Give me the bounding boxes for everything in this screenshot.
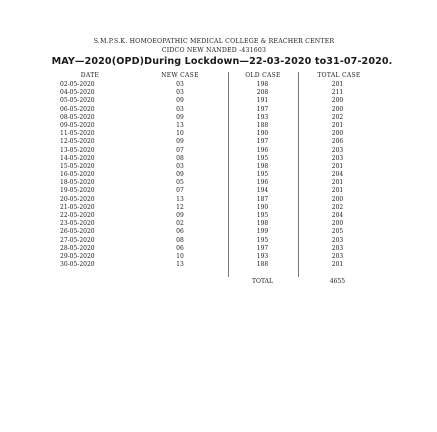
table-row <box>0 179 437 187</box>
table-row <box>0 114 437 122</box>
cell-old-case: 188 <box>256 121 269 129</box>
cell-total-case: 200 <box>331 220 344 228</box>
cell-new-case: 08 <box>176 154 184 162</box>
cell-old-case: 187 <box>256 195 269 203</box>
cell-date: 12-05-2020 <box>60 138 95 146</box>
cell-total-case: 203 <box>331 146 344 154</box>
column-header-date: DATE <box>80 72 100 79</box>
cell-new-case: 03 <box>176 162 184 170</box>
cell-new-case: 12 <box>176 203 184 211</box>
cell-old-case: 195 <box>256 171 269 179</box>
cell-date: 13-05-2020 <box>60 146 95 154</box>
cell-new-case: 03 <box>176 89 184 97</box>
cell-old-case: 195 <box>256 236 269 244</box>
cell-old-case: 193 <box>256 252 269 260</box>
cell-total-case: 200 <box>331 105 344 113</box>
table-row <box>0 196 437 204</box>
cell-new-case: 10 <box>176 130 184 138</box>
cell-date: 30-05-2020 <box>60 261 95 269</box>
cell-total-case: 200 <box>331 97 344 105</box>
cell-old-case: 199 <box>256 228 269 236</box>
table-row <box>0 122 437 130</box>
table-row <box>0 187 437 195</box>
total-value: 4655 <box>329 278 346 285</box>
cell-new-case: 07 <box>176 187 184 195</box>
cell-old-case: 194 <box>256 187 269 195</box>
opd-table <box>0 81 437 269</box>
cell-date: 15-05-2020 <box>60 162 95 170</box>
institution-name: S.M.P.S.K. HOMOEOPATHIC MEDICAL COLLEGE & REACHER CENTER <box>93 38 335 45</box>
cell-old-case: 198 <box>256 220 269 228</box>
cell-old-case: 198 <box>256 81 269 88</box>
cell-total-case: 202 <box>331 203 344 211</box>
table-row <box>0 253 437 261</box>
cell-total-case: 201 <box>331 162 344 170</box>
cell-old-case: 196 <box>256 146 269 154</box>
cell-new-case: 06 <box>176 228 184 236</box>
cell-total-case: 204 <box>331 212 344 219</box>
table-row <box>0 204 437 212</box>
cell-old-case: 188 <box>256 261 269 269</box>
cell-date: 19-05-2020 <box>60 187 95 195</box>
table-row <box>0 171 437 179</box>
cell-date: 27-05-2020 <box>60 236 95 244</box>
cell-date: 05-05-2020 <box>60 97 95 105</box>
cell-old-case: 190 <box>256 203 269 211</box>
cell-total-case: 200 <box>331 195 344 203</box>
cell-total-case: 202 <box>331 113 344 121</box>
cell-total-case: 211 <box>331 89 344 97</box>
table-row <box>0 147 437 155</box>
cell-total-case: 201 <box>331 121 344 129</box>
cell-total-case: 203 <box>331 252 344 260</box>
total-row <box>0 277 437 286</box>
table-row <box>0 212 437 220</box>
column-header-old-case: OLD CASE <box>245 72 281 79</box>
table-row <box>0 228 437 236</box>
table-row <box>0 245 437 253</box>
cell-old-case: 197 <box>256 105 269 113</box>
cell-total-case: 201 <box>331 179 344 187</box>
cell-new-case: 09 <box>176 212 184 219</box>
cell-date: 28-05-2020 <box>60 244 95 252</box>
cell-old-case: 195 <box>256 212 269 219</box>
cell-new-case: 13 <box>176 195 184 203</box>
cell-old-case: 190 <box>256 130 269 138</box>
table-row <box>0 163 437 171</box>
table-row <box>0 155 437 163</box>
cell-new-case: 03 <box>176 81 184 88</box>
table-row <box>0 220 437 228</box>
cell-new-case: 06 <box>176 244 184 252</box>
cell-total-case: 206 <box>331 138 344 146</box>
cell-date: 14-05-2020 <box>60 154 95 162</box>
cell-old-case: 193 <box>256 113 269 121</box>
table-row <box>0 130 437 138</box>
cell-new-case: 03 <box>176 105 184 113</box>
table-row <box>0 89 437 97</box>
cell-total-case: 201 <box>331 187 344 195</box>
cell-date: 23-05-2020 <box>60 220 95 228</box>
cell-date: 02-05-2020 <box>60 81 95 88</box>
table-row <box>0 81 437 89</box>
cell-total-case: 203 <box>331 244 344 252</box>
cell-new-case: 09 <box>176 138 184 146</box>
table-row <box>0 97 437 105</box>
table-row <box>0 106 437 114</box>
institution-address: CIDCO NEW NANDED -431603 <box>161 47 267 54</box>
table-row <box>0 138 437 146</box>
cell-new-case: 08 <box>176 236 184 244</box>
cell-old-case: 195 <box>256 154 269 162</box>
column-header-total-case: TOTAL CASE <box>317 72 361 79</box>
cell-date: 26-05-2020 <box>60 228 95 236</box>
cell-date: 06-05-2020 <box>60 105 95 113</box>
cell-new-case: 09 <box>176 171 184 179</box>
column-header-new-case: NEW CASE <box>161 72 199 79</box>
cell-date: 08-05-2020 <box>60 113 95 121</box>
cell-total-case: 200 <box>331 130 344 138</box>
cell-total-case: 203 <box>331 236 344 244</box>
cell-old-case: 197 <box>256 138 269 146</box>
cell-date: 16-05-2020 <box>60 171 95 179</box>
cell-old-case: 198 <box>256 162 269 170</box>
cell-date: 18-05-2020 <box>60 179 95 187</box>
cell-new-case: 05 <box>176 179 184 187</box>
table-row <box>0 261 437 269</box>
cell-new-case: 13 <box>176 261 184 269</box>
cell-total-case: 203 <box>331 154 344 162</box>
cell-date: 22-05-2020 <box>60 212 95 219</box>
cell-new-case: 02 <box>176 220 184 228</box>
cell-total-case: 204 <box>331 171 344 179</box>
cell-date: 09-05-2020 <box>60 121 95 129</box>
cell-new-case: 10 <box>176 252 184 260</box>
cell-old-case: 191 <box>256 97 269 105</box>
cell-date: 29-05-2020 <box>60 252 95 260</box>
cell-date: 20-05-2020 <box>60 195 95 203</box>
cell-old-case: 208 <box>256 89 269 97</box>
cell-new-case: 09 <box>176 113 184 121</box>
cell-total-case: 205 <box>331 228 344 236</box>
cell-date: 11-05-2020 <box>60 130 95 138</box>
cell-date: 21-05-2020 <box>60 203 95 211</box>
total-label: TOTAL <box>252 278 273 285</box>
cell-new-case: 07 <box>176 146 184 154</box>
table-row <box>0 237 437 245</box>
cell-date: 04-05-2020 <box>60 89 95 97</box>
cell-old-case: 197 <box>256 244 269 252</box>
cell-new-case: 13 <box>176 121 184 129</box>
document-title: MAY—2020(OPD)During Lockdown—22-03-2020 to31-07-2020. <box>51 56 393 67</box>
cell-total-case: 201 <box>331 81 344 88</box>
cell-total-case: 201 <box>331 261 344 269</box>
cell-old-case: 196 <box>256 179 269 187</box>
cell-new-case: 09 <box>176 97 184 105</box>
